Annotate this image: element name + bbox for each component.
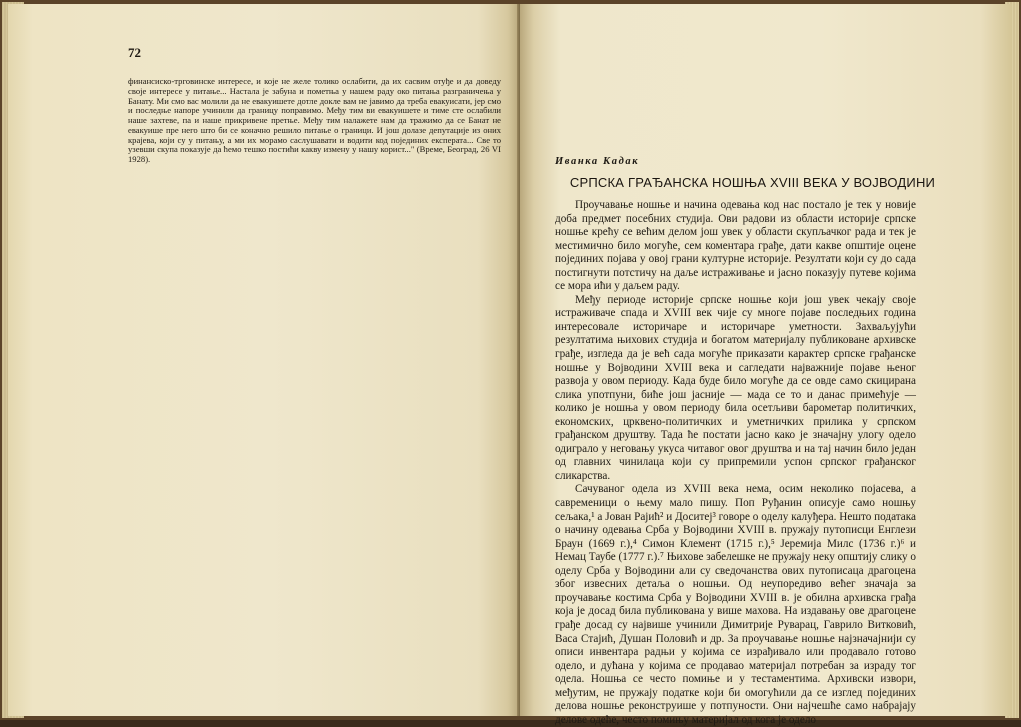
article-author: Иванка Кадак xyxy=(555,156,640,167)
article-title: СРПСКА ГРАЂАНСКА НОШЊА XVIII ВЕКА У ВОЈВОДИНИ xyxy=(569,175,936,190)
left-paragraph: финансиско-трговинске интересе, и које не желе толико ослабити, да их сасвим отуђе и да доведу своје интересе у питање... Настала је забуна и пометња у нашем раду око питања разграничења у Банату. Ми смо вас молили да не евакуишете дотле докле вам не јавимо да треба евакуисати, јер смо и последње напоре учинили да границу поправимо. Међу тим ви евакуишете и тиме сте ослабили наше захтеве, па и наше прикривене претње. Међу тим налажете нам да тражимо да се Банат не евакуише пре него што би се коначно решило питање о граници. И још долазе депутације из оних крајева, који су у питању, а ми их морамо саслушавати и водити код појединих експерата... Све то узевши скупа показује да ћемо тешко постићи какву измену у нашу корист..." (Време, Београд, 26 VI 1928). xyxy=(128,76,501,164)
article-paragraph: Проучавање ношње и начина одевања код нас постало је тек у новије доба предмет посебних студија. Ови радови из области историје српске ношње крећу се већим делом још увек у области скупљачког рада и тек је местимично било могуће, сем коментара грађе, дати какве општије оцене појединих појава у овој грани културне историје. Резултати који су до сада постигнути потстичу на даље истраживање и јасно показују путеве којима се мора ићи у даљем раду. xyxy=(555,199,916,293)
page-number: 72 xyxy=(128,45,141,60)
article-body xyxy=(555,199,916,727)
article-paragraph: Сачуваног одела из XVIII века нема, осим неколико појасева, а савременици о њему мало пишу. Поп Руђанин описује само ношњу сељака,¹ а Јован Рајић² и Доситеј³ говоре о оделу калуђера. Нешто података о начину одевања Срба у Војводини XVIII в. пружају путописци Енглези Браун (1669 г.),⁴ Симон Клемент (1715 г.),⁵ Јеремија Милс (1736 г.)⁶ и Немац Таубе (1777 г.).⁷ Њихове забелешке не пружају неку општију слику о оделу Срба у Војводини али су сведочанства ових путописаца драгоцена због извесних детаља о ношњи. Од неупоредиво већег значаја за проучавање костима Срба у Војводини XVIII в. је обилна архивска грађа која је досад била публикована у више махова. На издавању ове драгоцене грађе досад су највише учинили Димитрије Руварац, Гаврило Витковић, Васа Стајић, Душан Половић и др. За проучавање ношње најзначајнији су описи инвентара радњи у којима се израђивало или продавало готово одело, и дућана у којима се продавао материјал потребан за израду тог одела. Ношња се често помиње и у тестаментима. Архивски извори, међутим, не пружају податке који би омогућили да се изглед појединих делова ношње реконструише у потпуности. Они најчешће само набрајају делове одеће, често помињу материјал од кога је одело xyxy=(555,483,917,726)
left-page-text xyxy=(128,77,501,165)
article-paragraph: Међу периоде историје српске ношње који још увек чекају своје истраживаче спада и XVIII век чије су многе појаве последњих година интересовале историчаре и историчаре уметности. Захваљујући резултатима њихових студија и богатом материјалу публиковане архивске грађе, изгледа да је већ сада могуће приказати карактер српске грађанске ношње у Војводини XVIII века и сагледати најважније појаве њеног развоја у овом периоду. Када буде било могуће да се овде само скицирана слика употпуни, биће још јасније — мада се то и данас примећује — колико је ношња у овом периоду била осетљиви барометар политичких, економских, црквено-политичких и уметничких прилика у српском грађанском друштву. Тада ће постати јасно како је значајну улогу одело одиграло у неговању укуса читавог овог друштва и на тај начин било један од главних чинилаца који су припремили успон српског грађанског сликарства. xyxy=(555,293,916,482)
